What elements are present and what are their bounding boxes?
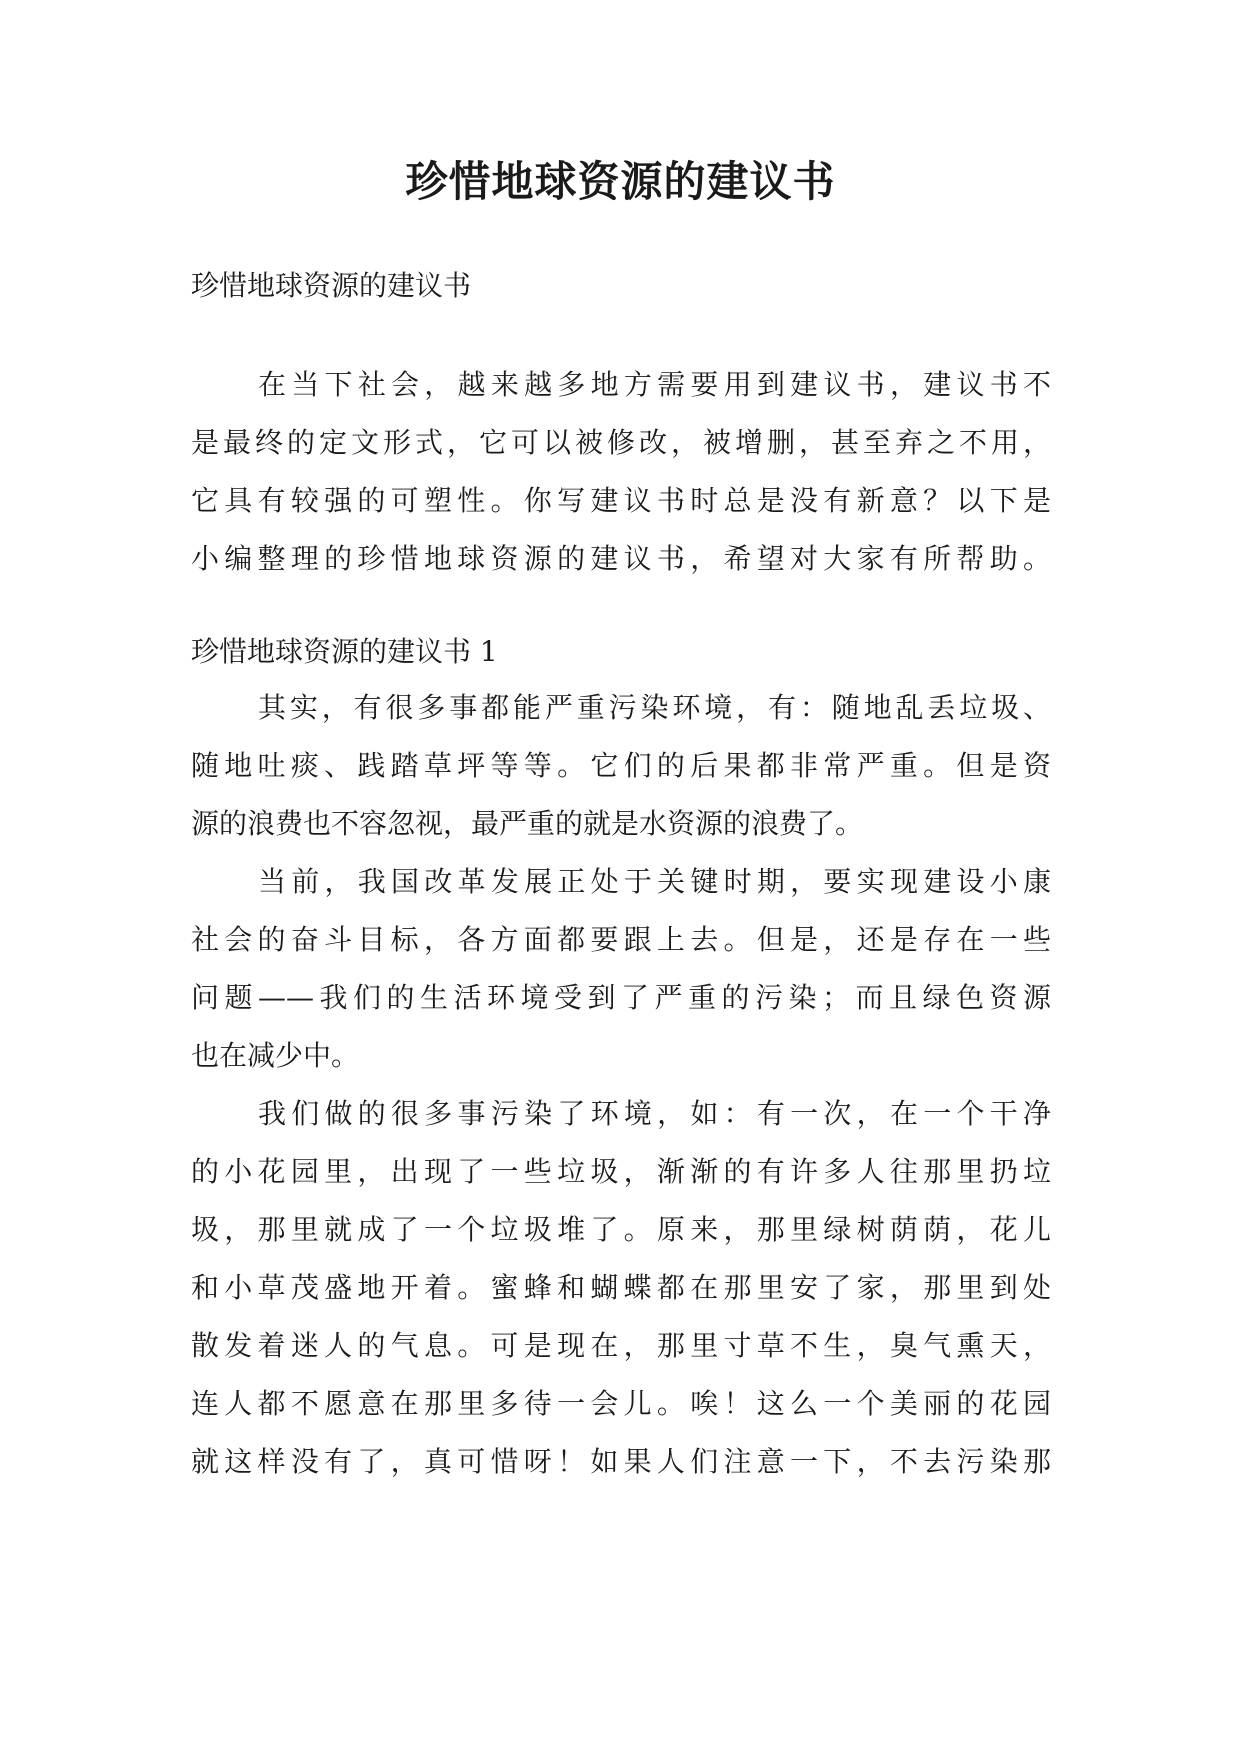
paragraph-line: 的小花园里，出现了一些垃圾，渐渐的有许多人往那里扔垃	[191, 1155, 1051, 1188]
paragraph-line: 我们做的很多事污染了环境，如：有一次，在一个干净	[258, 1097, 1051, 1130]
paragraph-line: 社会的奋斗目标，各方面都要跟上去。但是，还是存在一些	[191, 923, 1051, 956]
intro-line: 小编整理的珍惜地球资源的建议书，希望对大家有所帮助。	[191, 542, 1051, 575]
paragraph-line: 其实，有很多事都能严重污染环境，有：随地乱丢垃圾、	[258, 691, 1051, 724]
document-title: 珍惜地球资源的建议书	[405, 157, 836, 206]
paragraph-line: 随地吐痰、践踏草坪等等。它们的后果都非常严重。但是资	[191, 749, 1051, 782]
paragraph-line: 连人都不愿意在那里多待一会儿。唉！这么一个美丽的花园	[191, 1387, 1051, 1420]
document-subtitle: 珍惜地球资源的建议书	[191, 269, 472, 302]
paragraph-line: 散发着迷人的气息。可是现在，那里寸草不生，臭气熏天，	[191, 1329, 1051, 1362]
section-heading: 珍惜地球资源的建议书 1	[191, 635, 498, 668]
paragraph-line: 圾，那里就成了一个垃圾堆了。原来，那里绿树荫荫，花儿	[191, 1213, 1051, 1246]
paragraph-line: 和小草茂盛地开着。蜜蜂和蝴蝶都在那里安了家，那里到处	[191, 1271, 1051, 1304]
intro-line: 它具有较强的可塑性。你写建议书时总是没有新意？以下是	[191, 484, 1051, 517]
intro-line: 是最终的定文形式，它可以被修改，被增删，甚至弃之不用，	[191, 426, 1051, 459]
paragraph-line: 问题——我们的生活环境受到了严重的污染；而且绿色资源	[191, 981, 1051, 1014]
intro-line: 在当下社会，越来越多地方需要用到建议书，建议书不	[258, 368, 1051, 401]
paragraph-line: 源的浪费也不容忽视，最严重的就是水资源的浪费了。	[191, 807, 864, 840]
paragraph-line: 当前，我国改革发展正处于关键时期，要实现建设小康	[258, 865, 1051, 898]
paragraph-line: 就这样没有了，真可惜呀！如果人们注意一下，不去污染那	[191, 1445, 1051, 1478]
paragraph-line: 也在减少中。	[191, 1039, 360, 1072]
